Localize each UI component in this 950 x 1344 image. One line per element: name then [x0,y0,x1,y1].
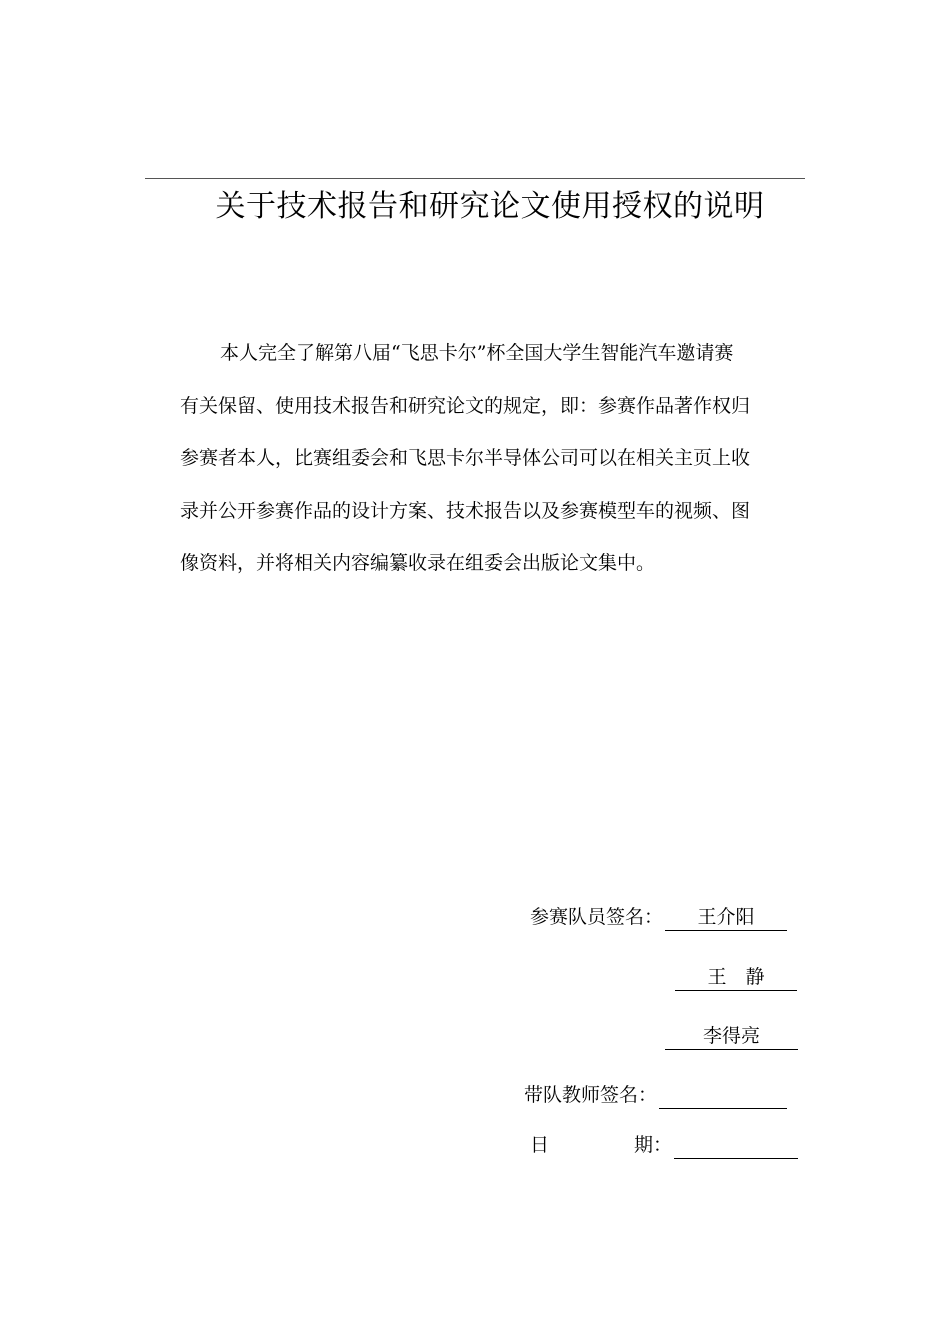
paragraph-line: 有关保留、使用技术报告和研究论文的规定，即：参赛作品著作权归 [180,394,751,417]
date-line [674,1132,798,1159]
teacher-signature-row [524,1081,787,1109]
member-signature-row-3 [665,1022,798,1050]
member-3-signature: 李得亮 [665,1023,798,1050]
paragraph-line: 录并公开参赛作品的设计方案、技术报告以及参赛模型车的视频、图 [180,499,751,522]
authorization-paragraph [180,336,800,599]
teacher-signature-label: 带队教师签名： [524,1084,658,1106]
header-rule [145,178,805,179]
paragraph-line: 像资料，并将相关内容编纂收录在组委会出版论文集中。 [180,552,656,574]
paragraph-line: 参赛者本人，比赛组委会和飞思卡尔半导体公司可以在相关主页上收 [180,447,751,469]
document-title: 关于技术报告和研究论文使用授权的说明 [215,189,765,224]
date-label-second: 期： [634,1134,673,1156]
member-1-signature: 王介阳 [665,904,787,931]
member-2-signature: 王 静 [675,964,797,991]
members-signature-label: 参赛队员签名： [530,906,664,928]
paragraph-line: 本人完全了解第八届“飞思卡尔”杯全国大学生智能汽车邀请赛 [220,342,734,364]
member-signature-row-2 [675,963,797,991]
teacher-signature-line [659,1082,787,1109]
date-label-first: 日 [530,1134,550,1156]
date-row [530,1131,798,1159]
member-signature-row-1 [530,903,787,931]
